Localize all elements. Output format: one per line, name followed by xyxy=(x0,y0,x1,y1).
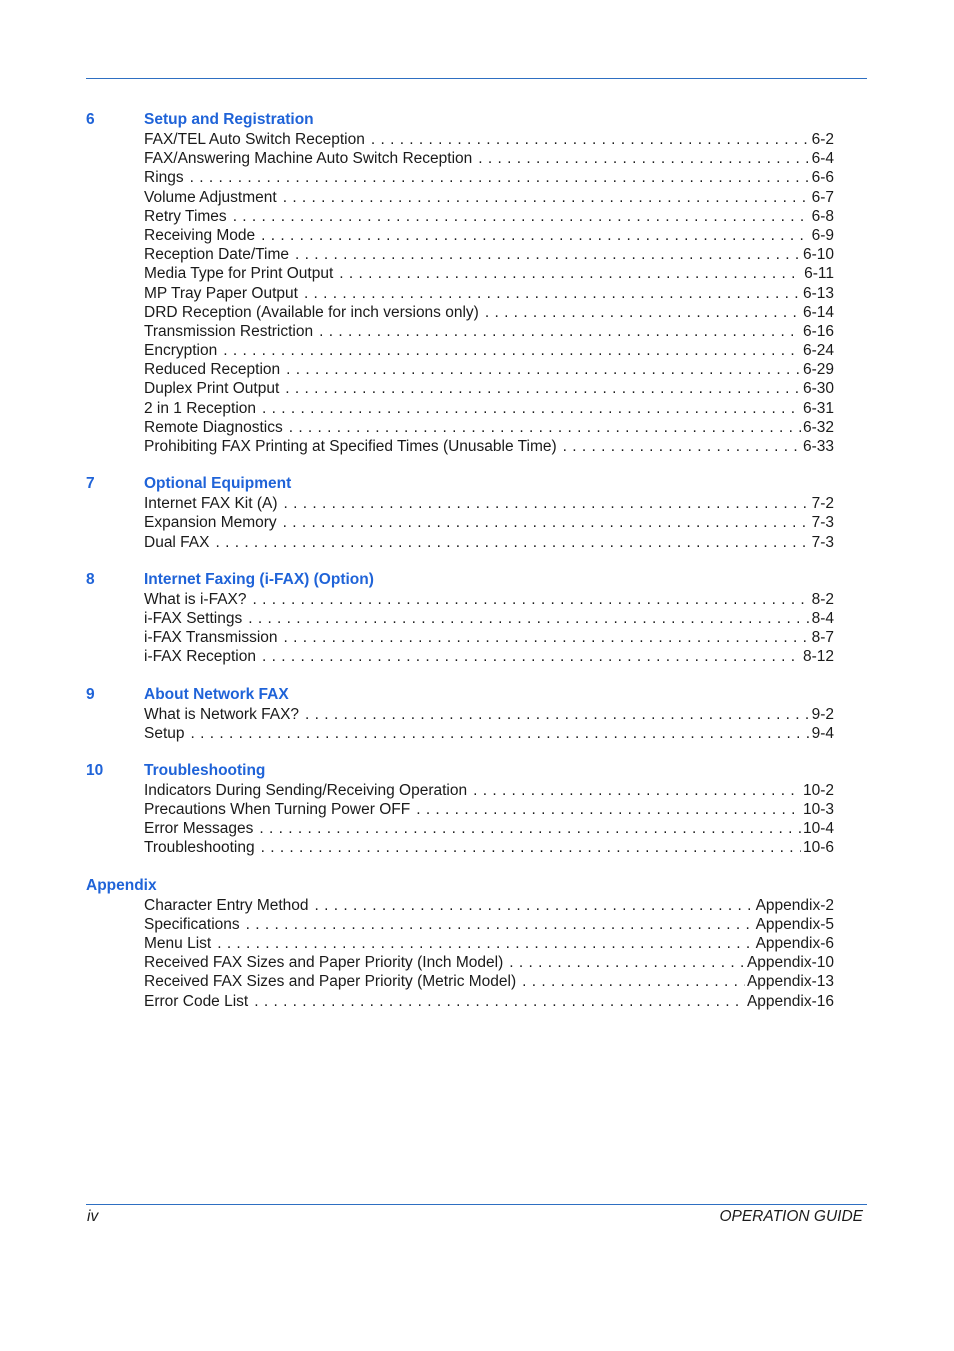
section-number: 9 xyxy=(86,685,95,703)
dot-leader xyxy=(285,379,801,398)
toc-entry[interactable] xyxy=(144,418,834,437)
dot-leader xyxy=(254,992,745,1011)
entry-title: Media Type for Print Output xyxy=(144,265,334,283)
entry-page-number: 6-30 xyxy=(802,380,834,398)
dot-leader xyxy=(286,360,801,379)
dot-leader xyxy=(315,896,754,915)
dot-leader xyxy=(259,819,801,838)
toc-entry[interactable] xyxy=(144,838,834,857)
entry-title: Prohibiting FAX Printing at Specified Times (Unusable Time) xyxy=(144,438,557,455)
entry-page-number: 6-10 xyxy=(802,246,834,264)
section-number: 6 xyxy=(86,111,95,128)
dot-leader xyxy=(304,284,801,303)
entry-page-number: 8-4 xyxy=(811,609,834,627)
entry-page-number: 6-2 xyxy=(811,131,834,148)
dot-leader xyxy=(217,934,753,953)
toc-entry[interactable] xyxy=(144,724,834,743)
entry-page-number: 6-13 xyxy=(802,284,834,302)
entry-page-number: 10-3 xyxy=(802,801,834,819)
dot-leader xyxy=(339,264,802,283)
entry-title: Internet FAX Kit (A) xyxy=(144,495,278,513)
dot-leader xyxy=(191,724,810,743)
dot-leader xyxy=(261,838,801,857)
dot-leader xyxy=(416,800,801,819)
dot-leader xyxy=(248,609,809,628)
section-title: Setup and Registration xyxy=(144,111,314,128)
toc-entry[interactable] xyxy=(144,168,834,187)
toc-entry[interactable] xyxy=(144,207,834,226)
entry-title: MP Tray Paper Output xyxy=(144,284,298,302)
section-title: Troubleshooting xyxy=(144,761,266,779)
dot-leader xyxy=(262,647,801,666)
toc-entry[interactable] xyxy=(144,360,834,379)
dot-leader xyxy=(509,953,745,972)
section-title: Appendix xyxy=(86,876,157,894)
toc-entry[interactable] xyxy=(144,647,834,666)
toc-entry[interactable] xyxy=(144,322,834,341)
entry-title: DRD Reception (Available for inch versions only) xyxy=(144,303,479,321)
entry-page-number: 7-3 xyxy=(811,533,834,551)
entry-title: Menu List xyxy=(144,935,212,952)
entry-page-number: 8-2 xyxy=(811,590,834,608)
entry-page-number: 7-3 xyxy=(811,514,834,532)
entry-page-number: 6-14 xyxy=(802,303,834,321)
entry-title: Remote Diagnostics xyxy=(144,418,283,436)
dot-leader xyxy=(233,207,810,226)
toc-entry[interactable] xyxy=(144,303,834,322)
entry-title: Setup xyxy=(144,724,185,742)
toc-entry[interactable] xyxy=(144,379,834,398)
toc-entry[interactable] xyxy=(144,609,834,628)
entry-title: Character Entry Method xyxy=(144,896,309,914)
dot-leader xyxy=(262,399,801,418)
toc-entry[interactable] xyxy=(144,245,834,264)
section-heading[interactable] xyxy=(86,110,834,130)
dot-leader xyxy=(305,705,810,724)
toc-entry[interactable] xyxy=(144,399,834,418)
entry-page-number: Appendix-13 xyxy=(746,973,834,991)
toc-entry[interactable] xyxy=(144,705,834,724)
toc-section xyxy=(86,876,834,1011)
entry-title: Error Messages xyxy=(144,820,254,838)
toc-entry[interactable] xyxy=(144,915,834,934)
toc-section xyxy=(86,570,834,667)
section-title: Optional Equipment xyxy=(144,475,292,493)
toc-entry[interactable] xyxy=(144,494,834,513)
section-title: About Network FAX xyxy=(144,685,289,703)
entry-title: i-FAX Settings xyxy=(144,609,243,627)
entry-title: Specifications xyxy=(144,915,240,933)
entry-page-number: Appendix-6 xyxy=(755,935,834,952)
entry-title: Dual FAX xyxy=(144,533,210,551)
entry-page-number: 6-24 xyxy=(802,342,834,360)
entry-title: i-FAX Transmission xyxy=(144,629,278,647)
toc-entry[interactable] xyxy=(144,992,834,1011)
dot-leader xyxy=(371,130,810,149)
entry-page-number: 10-2 xyxy=(802,781,834,799)
entry-page-number: 6-29 xyxy=(802,361,834,379)
entry-page-number: 7-2 xyxy=(811,495,834,513)
header-rule xyxy=(86,78,867,79)
entry-page-number: 6-16 xyxy=(802,322,834,340)
entry-page-number: 6-7 xyxy=(811,188,834,206)
dot-leader xyxy=(284,628,810,647)
dot-leader xyxy=(283,513,810,532)
dot-leader xyxy=(190,168,810,187)
toc-entry[interactable] xyxy=(144,341,834,360)
toc-entry[interactable] xyxy=(144,590,834,609)
dot-leader xyxy=(246,915,754,934)
entry-page-number: 6-6 xyxy=(811,169,834,187)
entry-title: Duplex Print Output xyxy=(144,380,280,398)
entry-title: 2 in 1 Reception xyxy=(144,399,257,417)
dot-leader xyxy=(319,322,801,341)
dot-leader xyxy=(223,341,801,360)
entry-title: Receiving Mode xyxy=(144,226,256,244)
section-heading[interactable] xyxy=(86,685,834,705)
dot-leader xyxy=(215,533,809,552)
entry-page-number: Appendix-5 xyxy=(755,915,834,933)
entry-page-number: 9-4 xyxy=(811,724,834,742)
toc-entry[interactable] xyxy=(144,800,834,819)
dot-leader xyxy=(522,972,745,991)
entry-title: Received FAX Sizes and Paper Priority (Metric Model) xyxy=(144,973,517,991)
entry-title: Reduced Reception xyxy=(144,361,281,379)
entry-page-number: 8-12 xyxy=(802,648,834,666)
dot-leader xyxy=(253,590,810,609)
entry-title: Received FAX Sizes and Paper Priority (Inch Model) xyxy=(144,954,504,972)
toc-entry[interactable] xyxy=(144,513,834,532)
entry-title: Reception Date/Time xyxy=(144,246,290,264)
dot-leader xyxy=(473,781,801,800)
section-number: 10 xyxy=(86,761,104,779)
toc-entry[interactable] xyxy=(144,934,834,953)
section-heading[interactable] xyxy=(86,570,834,590)
toc-entry[interactable] xyxy=(144,226,834,245)
entry-page-number: 6-33 xyxy=(802,438,834,455)
footer-guide-title: OPERATION GUIDE xyxy=(719,1208,863,1225)
toc-entry[interactable] xyxy=(144,896,834,915)
toc-entry[interactable] xyxy=(144,972,834,991)
entry-title: Retry Times xyxy=(144,207,227,225)
entry-title: Expansion Memory xyxy=(144,514,277,532)
dot-leader xyxy=(563,437,801,456)
toc-entry[interactable] xyxy=(144,953,834,972)
toc-section xyxy=(86,110,834,456)
toc-entry[interactable] xyxy=(144,188,834,207)
toc-entry[interactable] xyxy=(144,130,834,149)
toc-entry[interactable] xyxy=(144,149,834,168)
entry-page-number: 6-8 xyxy=(811,207,834,225)
entry-page-number: Appendix-16 xyxy=(746,992,834,1010)
entry-title: Encryption xyxy=(144,342,218,360)
entry-title: Rings xyxy=(144,169,184,187)
entry-page-number: 9-2 xyxy=(811,705,834,723)
dot-leader xyxy=(485,303,801,322)
toc-entry[interactable] xyxy=(144,437,834,456)
section-title: Internet Faxing (i-FAX) (Option) xyxy=(144,570,374,588)
entry-page-number: 6-4 xyxy=(811,150,834,168)
dot-leader xyxy=(478,149,809,168)
entry-title: Precautions When Turning Power OFF xyxy=(144,801,411,819)
section-number: 7 xyxy=(86,475,95,493)
toc-entry[interactable] xyxy=(144,819,834,838)
entry-title: What is i-FAX? xyxy=(144,590,247,608)
entry-title: i-FAX Reception xyxy=(144,648,256,666)
entry-page-number: Appendix-2 xyxy=(755,896,834,914)
entry-page-number: 8-7 xyxy=(811,629,834,647)
entry-page-number: 10-6 xyxy=(802,839,834,857)
entry-title: FAX/Answering Machine Auto Switch Reception xyxy=(144,150,473,168)
footer-page-number: iv xyxy=(87,1208,99,1225)
entry-page-number: Appendix-10 xyxy=(746,954,834,972)
section-number: 8 xyxy=(86,570,95,588)
dot-leader xyxy=(283,188,810,207)
entry-page-number: 6-11 xyxy=(804,265,834,283)
entry-page-number: 6-32 xyxy=(802,418,834,436)
entry-title: Transmission Restriction xyxy=(144,322,314,340)
section-heading[interactable] xyxy=(86,761,834,781)
entry-title: Error Code List xyxy=(144,992,249,1010)
dot-leader xyxy=(284,494,810,513)
entry-title: Troubleshooting xyxy=(144,839,255,857)
dot-leader xyxy=(295,245,801,264)
entry-title: Indicators During Sending/Receiving Operation xyxy=(144,781,468,799)
dot-leader xyxy=(289,418,801,437)
entry-title: FAX/TEL Auto Switch Reception xyxy=(144,131,365,148)
entry-title: What is Network FAX? xyxy=(144,705,300,723)
dot-leader xyxy=(261,226,809,245)
entry-page-number: 6-31 xyxy=(802,399,834,417)
toc-entry[interactable] xyxy=(144,781,834,800)
table-of-contents xyxy=(86,110,834,1029)
toc-section xyxy=(86,474,834,552)
section-heading[interactable] xyxy=(86,474,834,494)
toc-entry[interactable] xyxy=(144,284,834,303)
toc-section xyxy=(86,685,834,743)
footer-rule xyxy=(86,1204,867,1205)
toc-entry[interactable] xyxy=(144,533,834,552)
entry-page-number: 10-4 xyxy=(802,820,834,838)
entry-page-number: 6-9 xyxy=(811,226,834,244)
toc-entry[interactable] xyxy=(144,264,834,283)
toc-entry[interactable] xyxy=(144,628,834,647)
section-heading[interactable] xyxy=(86,876,834,896)
toc-section xyxy=(86,761,834,858)
entry-title: Volume Adjustment xyxy=(144,188,277,206)
